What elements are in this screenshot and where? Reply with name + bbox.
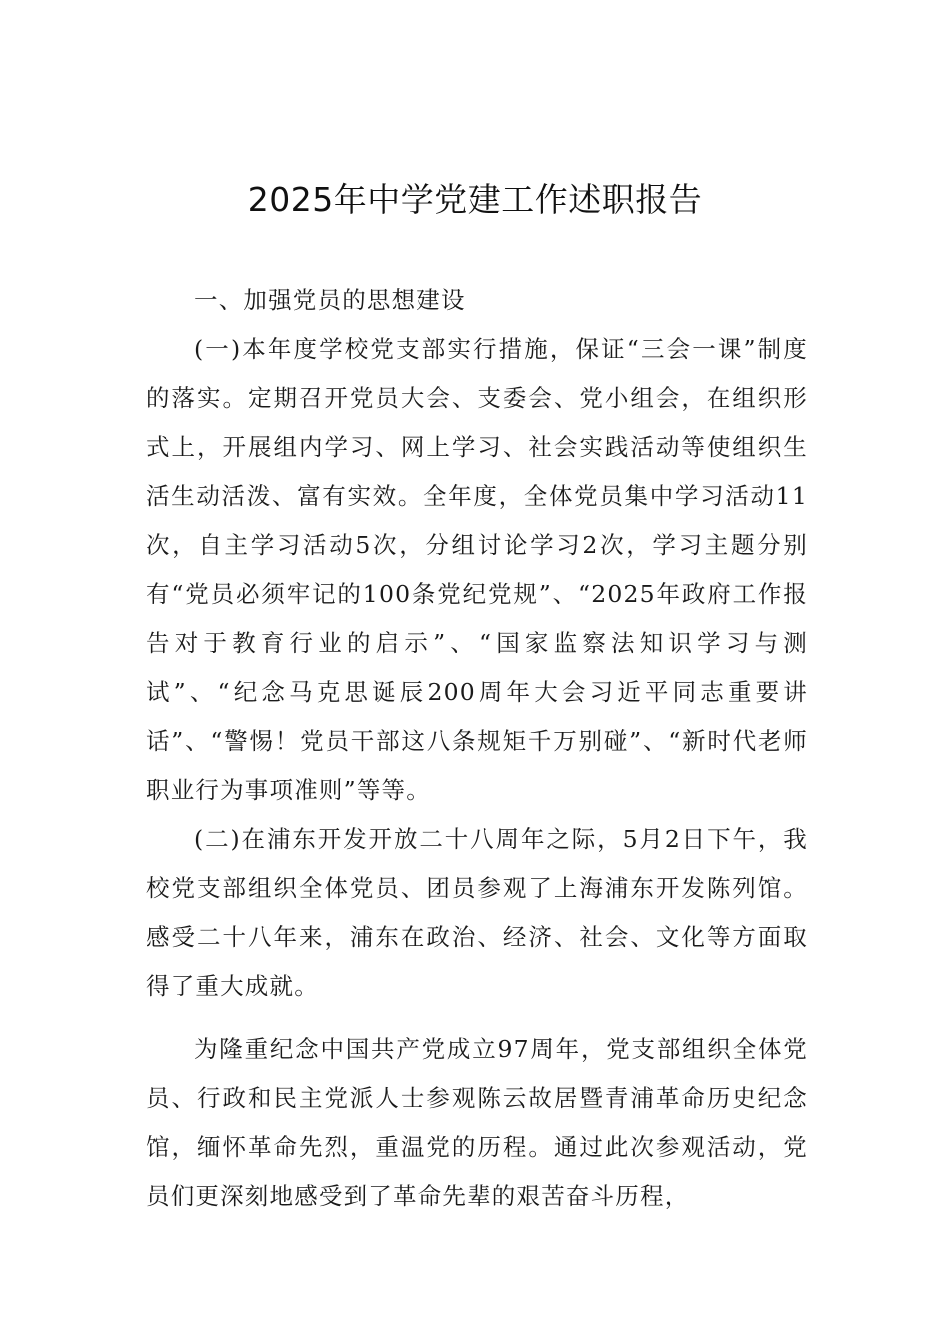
paragraph-gap: [146, 1011, 808, 1025]
paragraph-1: (一)本年度学校党支部实行措施，保证“三会一课”制度的落实。定期召开党员大会、支委会、党小组会，在组织形式上，开展组内学习、网上学习、社会实践活动等使组织生活生动活泼、富有实效。全年度，全体党员集中学习活动11次，自主学习活动5次，分组讨论学习2次，学习主题分别有“党员必须牢记的100条党纪党规”、“2025年政府工作报告对于教育行业的启示”、“国家监察法知识学习与测试”、“纪念马克思诞辰200周年大会习近平同志重要讲话”、“警惕！党员干部这八条规矩千万别碰”、“新时代老师职业行为事项准则”等等。: [146, 335, 808, 804]
section-heading: 一、加强党员的思想建设: [194, 286, 466, 314]
document-title: 2025年中学党建工作述职报告: [247, 180, 703, 219]
paragraph-3: 为隆重纪念中国共产党成立97周年，党支部组织全体党员、行政和民主党派人士参观陈云故居暨青浦革命历史纪念馆，缅怀革命先烈，重温党的历程。通过此次参观活动，党员们更深刻地感受到了革命先辈的艰苦奋斗历程，: [146, 1035, 808, 1210]
document-body: [146, 276, 808, 1221]
paragraph-2: (二)在浦东开发开放二十八周年之际，5月2日下午，我校党支部组织全体党员、团员参观了上海浦东开发陈列馆。感受二十八年来，浦东在政治、经济、社会、文化等方面取得了重大成就。: [146, 825, 808, 1000]
